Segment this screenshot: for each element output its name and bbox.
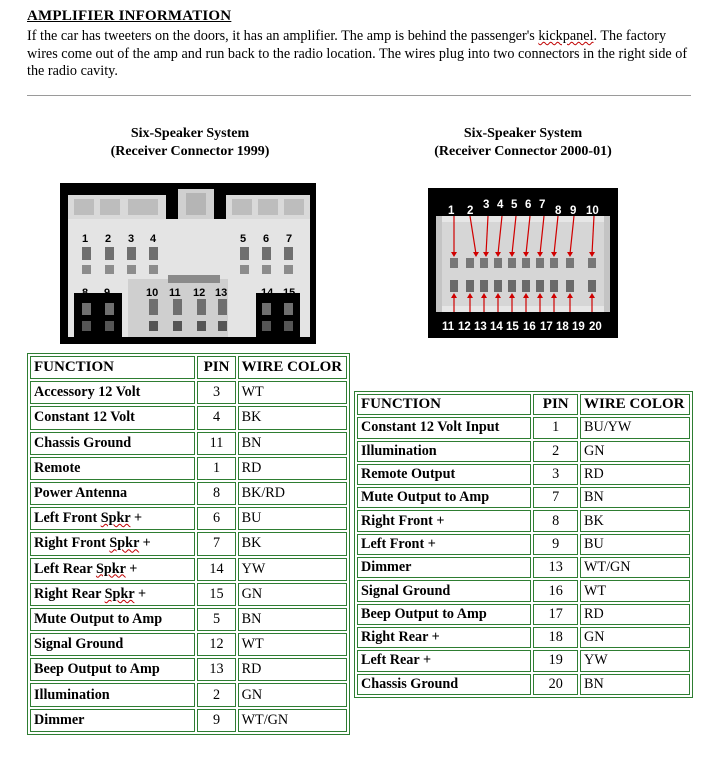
wire-color-cell: BU: [580, 534, 690, 555]
pin-cell: 11: [197, 432, 235, 455]
table-row: [30, 558, 347, 581]
wire-color-cell: WT: [580, 580, 690, 601]
wire-color-cell: BU/YW: [580, 417, 690, 438]
wire-color-cell: RD: [580, 464, 690, 485]
wire-color-cell: GN: [580, 441, 690, 462]
pin-cell: 18: [533, 627, 578, 648]
table-row: [357, 580, 690, 601]
function-cell: Illumination: [357, 441, 531, 462]
pin-label-2000-7: 7: [539, 199, 546, 211]
pin-label-1999-8: 8: [82, 287, 89, 299]
pin-label-2000-1: 1: [448, 205, 455, 217]
function-cell: Left Front Spkr +: [30, 507, 195, 530]
function-cell: Constant 12 Volt: [30, 406, 195, 429]
pin-label-1999-4: 4: [150, 233, 157, 245]
wire-color-cell: RD: [238, 457, 347, 480]
function-cell: Accessory 12 Volt: [30, 381, 195, 404]
table-row: [357, 674, 690, 695]
pin-label-2000-18: 18: [556, 321, 569, 333]
header-wire-color: WIRE COLOR: [580, 394, 690, 415]
pin-label-1999-5: 5: [240, 233, 247, 245]
function-cell: Right Rear +: [357, 627, 531, 648]
function-cell: Left Front +: [357, 534, 531, 555]
pin-label-1999-12: 12: [193, 287, 206, 299]
wire-color-cell: BN: [580, 487, 690, 508]
function-cell: Beep Output to Amp: [357, 604, 531, 625]
table-row: [30, 482, 347, 505]
table-row: [357, 650, 690, 671]
pin-label-2000-12: 12: [458, 321, 471, 333]
caption-1999: [60, 125, 320, 161]
table-row: [30, 507, 347, 530]
wire-color-cell: GN: [580, 627, 690, 648]
pin-label-1999-2: 2: [105, 233, 112, 245]
table-row: [30, 709, 347, 732]
connector-2000-drawing: [428, 188, 618, 338]
pin-label-2000-10: 10: [586, 205, 599, 217]
function-cell: Dimmer: [357, 557, 531, 578]
function-cell: Left Rear Spkr +: [30, 558, 195, 581]
table-row: [30, 583, 347, 606]
pin-cell: 20: [533, 674, 578, 695]
pin-label-2000-8: 8: [555, 205, 562, 217]
table-row: [357, 557, 690, 578]
caption-1999-line1: Six-Speaker System: [130, 126, 250, 141]
wire-color-cell: YW: [238, 558, 347, 581]
pin-cell: 7: [533, 487, 578, 508]
pin-label-2000-2: 2: [467, 205, 474, 217]
caption-2000-line1: Six-Speaker System: [463, 126, 583, 141]
pin-label-1999-3: 3: [128, 233, 135, 245]
pin-cell: 2: [197, 683, 235, 706]
pin-label-1999-7: 7: [286, 233, 293, 245]
function-cell: Chassis Ground: [30, 432, 195, 455]
pin-cell: 2: [533, 441, 578, 462]
function-cell: Beep Output to Amp: [30, 658, 195, 681]
connector-1999-image: [60, 183, 316, 344]
pin-label-2000-13: 13: [474, 321, 487, 333]
pin-label-2000-20: 20: [589, 321, 602, 333]
pin-label-1999-1: 1: [82, 233, 89, 245]
wire-color-cell: BN: [238, 432, 347, 455]
connector-1999-drawing: [60, 183, 316, 344]
pin-cell: 3: [533, 464, 578, 485]
table-header-row: [30, 356, 347, 379]
pin-label-2000-16: 16: [523, 321, 536, 333]
wire-color-cell: BK: [238, 406, 347, 429]
pin-cell: 7: [197, 532, 235, 555]
pin-cell: 3: [197, 381, 235, 404]
pin-label-1999-10: 10: [146, 287, 159, 299]
pin-label-2000-5: 5: [511, 199, 518, 211]
wire-color-cell: BN: [238, 608, 347, 631]
pin-label-1999-13: 13: [215, 287, 228, 299]
horizontal-rule: [27, 95, 691, 96]
pin-cell: 13: [197, 658, 235, 681]
wire-color-cell: BU: [238, 507, 347, 530]
wiring-table-2000: [354, 391, 693, 698]
pin-label-2000-19: 19: [572, 321, 585, 333]
intro-text-1: If the car has tweeters on the doors, it has an amplifier. The amp is behind the passenger's: [27, 28, 539, 44]
function-cell: Illumination: [30, 683, 195, 706]
pin-cell: 15: [197, 583, 235, 606]
function-cell: Power Antenna: [30, 482, 195, 505]
table-row: [357, 487, 690, 508]
wire-color-cell: BK: [238, 532, 347, 555]
wire-color-cell: BN: [580, 674, 690, 695]
table-row: [30, 683, 347, 706]
table-row: [30, 532, 347, 555]
function-cell: Remote: [30, 457, 195, 480]
pin-label-2000-4: 4: [497, 199, 504, 211]
table-row: [357, 534, 690, 555]
pin-label-2000-17: 17: [540, 321, 553, 333]
wiring-table-1999: [27, 353, 350, 735]
header-pin: PIN: [197, 356, 235, 379]
pin-label-1999-6: 6: [263, 233, 270, 245]
pin-label-2000-11: 11: [442, 321, 455, 333]
function-cell: Signal Ground: [357, 580, 531, 601]
pin-label-2000-9: 9: [570, 205, 577, 217]
function-cell: Left Rear +: [357, 650, 531, 671]
pin-label-2000-3: 3: [483, 199, 490, 211]
table-row: [357, 464, 690, 485]
pin-cell: 9: [533, 534, 578, 555]
wire-color-cell: GN: [238, 683, 347, 706]
table-row: [30, 658, 347, 681]
pin-cell: 6: [197, 507, 235, 530]
pin-label-1999-9: 9: [104, 287, 111, 299]
pin-cell: 12: [197, 633, 235, 656]
header-function: FUNCTION: [357, 394, 531, 415]
pin-cell: 4: [197, 406, 235, 429]
pin-cell: 13: [533, 557, 578, 578]
wire-color-cell: RD: [580, 604, 690, 625]
table-header-row: [357, 394, 690, 415]
function-cell: Mute Output to Amp: [357, 487, 531, 508]
table-row: [30, 381, 347, 404]
pin-cell: 5: [197, 608, 235, 631]
wire-color-cell: WT/GN: [238, 709, 347, 732]
connector-2000-image: [428, 188, 618, 338]
wire-color-cell: WT: [238, 633, 347, 656]
function-cell: Right Rear Spkr +: [30, 583, 195, 606]
wire-color-cell: WT/GN: [580, 557, 690, 578]
intro-text-2: . The factory wires come out of the amp and run back to the radio location. The wires plug into two connectors in the right side of the radio cavity.: [27, 28, 688, 79]
pin-cell: 1: [197, 457, 235, 480]
header-function: FUNCTION: [30, 356, 195, 379]
pin-label-2000-6: 6: [525, 199, 532, 211]
caption-2000-line2: (Receiver Connector 2000-01): [434, 144, 612, 159]
table-row: [30, 457, 347, 480]
table-row: [357, 510, 690, 531]
table-row: [357, 441, 690, 462]
pin-cell: 17: [533, 604, 578, 625]
pin-label-1999-14: 14: [261, 287, 274, 299]
table-row: [30, 406, 347, 429]
pin-cell: 14: [197, 558, 235, 581]
pin-cell: 8: [533, 510, 578, 531]
pin-cell: 16: [533, 580, 578, 601]
wire-color-cell: RD: [238, 658, 347, 681]
function-cell: Constant 12 Volt Input: [357, 417, 531, 438]
wire-color-cell: GN: [238, 583, 347, 606]
table-row: [30, 633, 347, 656]
pin-label-1999-15: 15: [283, 287, 296, 299]
function-cell: Signal Ground: [30, 633, 195, 656]
table-row: [30, 432, 347, 455]
table-row: [357, 604, 690, 625]
pin-cell: 9: [197, 709, 235, 732]
pin-cell: 8: [197, 482, 235, 505]
function-cell: Mute Output to Amp: [30, 608, 195, 631]
function-cell: Dimmer: [30, 709, 195, 732]
pin-label-1999-11: 11: [169, 287, 181, 299]
function-cell: Chassis Ground: [357, 674, 531, 695]
pin-cell: 1: [533, 417, 578, 438]
function-cell: Right Front +: [357, 510, 531, 531]
header-pin: PIN: [533, 394, 578, 415]
pin-label-2000-15: 15: [506, 321, 519, 333]
function-cell: Right Front Spkr +: [30, 532, 195, 555]
caption-1999-line2: (Receiver Connector 1999): [110, 144, 270, 159]
pin-cell: 19: [533, 650, 578, 671]
wire-color-cell: BK: [580, 510, 690, 531]
wire-color-cell: BK/RD: [238, 482, 347, 505]
function-cell: Remote Output: [357, 464, 531, 485]
table-row: [357, 417, 690, 438]
intro-paragraph: [27, 28, 695, 81]
header-wire-color: WIRE COLOR: [238, 356, 347, 379]
table-row: [30, 608, 347, 631]
pin-label-2000-14: 14: [490, 321, 503, 333]
table-row: [357, 627, 690, 648]
wire-color-cell: YW: [580, 650, 690, 671]
intro-kickpanel: kickpanel: [538, 28, 594, 44]
page-heading: AMPLIFIER INFORMATION: [27, 8, 232, 24]
wire-color-cell: WT: [238, 381, 347, 404]
caption-2000: [390, 125, 656, 161]
